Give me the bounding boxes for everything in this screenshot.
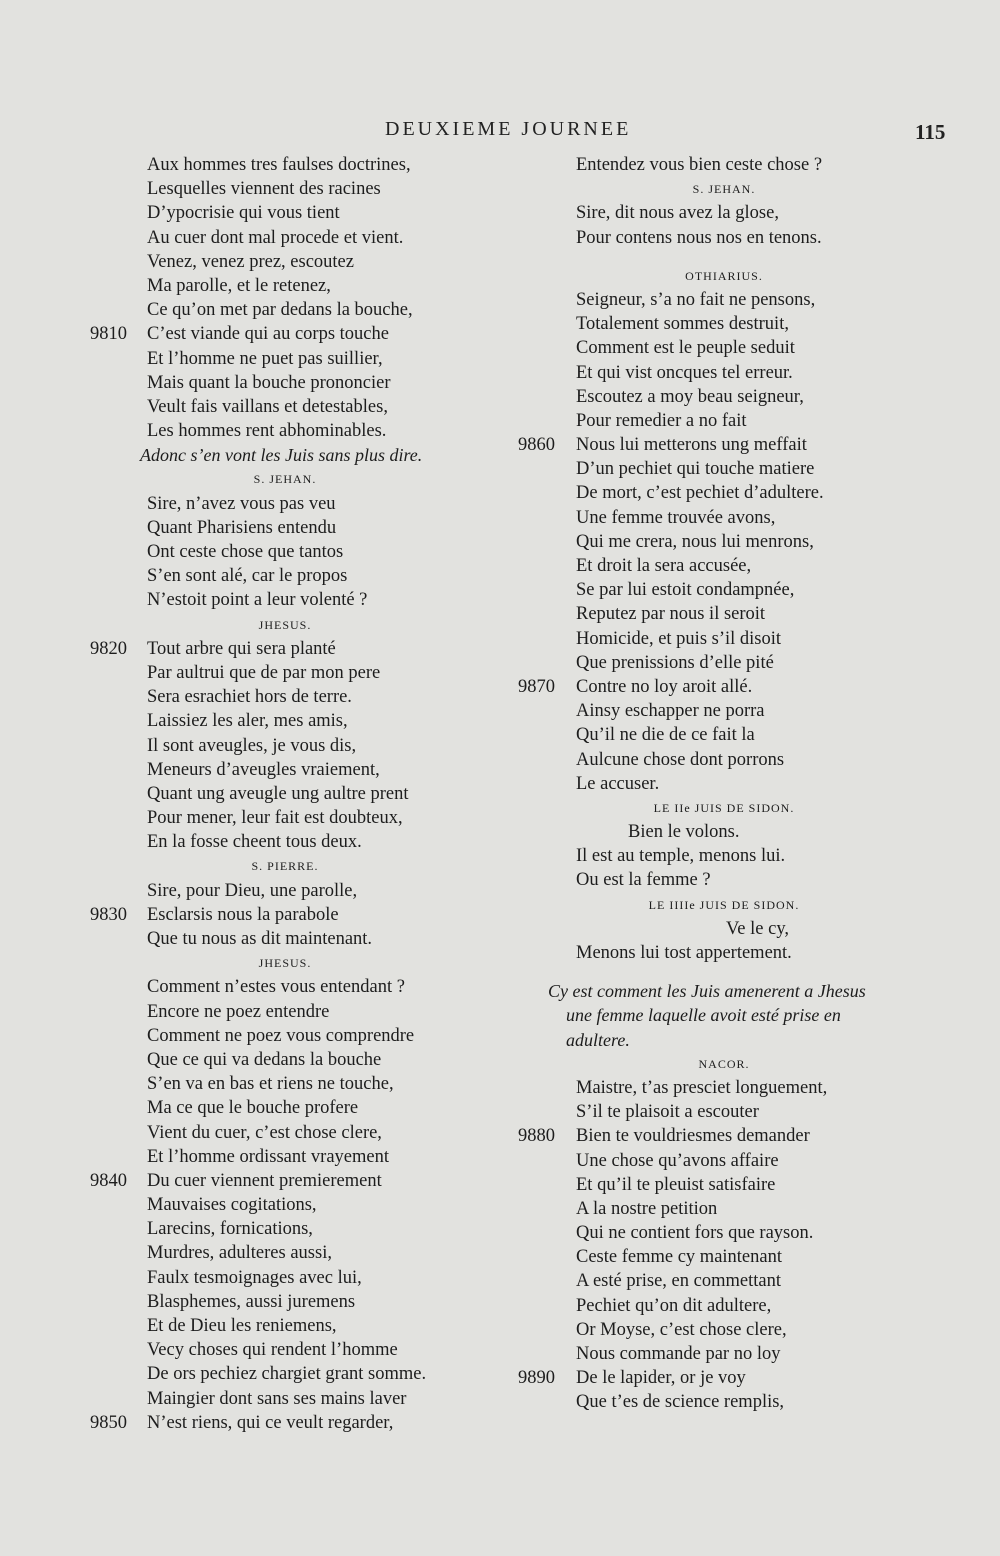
verse-text: Mais quant la bouche prononcier (147, 372, 391, 393)
verse-line (518, 820, 930, 844)
line-number: 9820 (90, 638, 127, 659)
verse-line (90, 177, 480, 201)
left-column (90, 153, 480, 1435)
verse-line (90, 758, 480, 782)
verse-text: Laissiez les aler, mes amis, (147, 711, 348, 732)
verse-text: Il sont aveugles, je vous dis, (147, 735, 357, 756)
verse-line (90, 250, 480, 274)
verse-text: Pour mener, leur fait est doubteux, (147, 808, 403, 829)
line-number: 9890 (518, 1368, 555, 1389)
verse-text: Maistre, t’as presciet longuement, (576, 1077, 828, 1098)
verse-line (518, 336, 930, 360)
verse-text: Qui ne contient fors que rayson. (576, 1223, 814, 1244)
verse-line (518, 868, 930, 892)
verse-text: Pour remedier a no fait (576, 410, 747, 431)
verse-text: S’il te plaisoit a escouter (576, 1102, 759, 1123)
verse-line (518, 1390, 930, 1414)
verse-text: Qui me crera, nous lui menrons, (576, 531, 814, 552)
verse-text: Se par lui estoit condampnée, (576, 580, 795, 601)
verse-line (518, 153, 930, 177)
verse-text: Sire, n’avez vous pas veu (147, 493, 336, 514)
verse-line (518, 1221, 930, 1245)
verse-line (518, 1245, 930, 1269)
verse-line (518, 1076, 930, 1100)
verse-line (518, 1149, 930, 1173)
verse-line (90, 153, 480, 177)
verse-text: A la nostre petition (576, 1198, 718, 1219)
verse-text: Encore ne poez entendre (147, 1001, 330, 1022)
speaker-name: S. JEHAN. (253, 472, 317, 487)
verse-text: Pechiet qu’on dit adultere, (576, 1295, 772, 1316)
verse-line (518, 361, 930, 385)
verse-text: Que prenissions d’elle pité (576, 652, 774, 673)
verse-text: Nous commande par no loy (576, 1344, 781, 1364)
line-number: 9830 (90, 904, 127, 925)
verse-line (90, 685, 480, 709)
speaker-name: S. PIERRE. (251, 859, 319, 874)
verse-text: Maingier dont sans ses mains laver (147, 1388, 407, 1409)
verse-line (90, 927, 480, 951)
verse-line (518, 201, 930, 225)
verse-line (90, 1193, 480, 1217)
verse-text: Du cuer viennent premierement (147, 1170, 382, 1191)
verse-line (90, 1290, 480, 1314)
verse-line (518, 1269, 930, 1293)
verse-line (90, 1121, 480, 1145)
verse-text: Quant Pharisiens entendu (147, 517, 337, 538)
verse-text: D’un pechiet qui touche matiere (576, 459, 815, 480)
verse-line (518, 1318, 930, 1342)
verse-line (90, 1241, 480, 1265)
verse-line (518, 1173, 930, 1197)
right-column (518, 153, 930, 1415)
verse-text: Veult fais vaillans et detestables, (147, 396, 388, 417)
verse-text: Qu’il ne die de ce fait la (576, 725, 755, 746)
verse-line (518, 627, 930, 651)
verse-line (90, 226, 480, 250)
verse-line (518, 1366, 930, 1390)
verse-text: Ma ce que le bouche profere (147, 1098, 359, 1119)
spacer (518, 250, 930, 264)
verse-text: Ceste femme cy maintenant (576, 1247, 782, 1268)
verse-line (90, 371, 480, 395)
verse-line (90, 1338, 480, 1362)
verse-text: Seigneur, s’a no fait ne pensons, (576, 289, 816, 310)
verse-line (90, 564, 480, 588)
verse-line (90, 540, 480, 564)
stage-direction: Adonc s’en vont les Juis sans plus dire. (140, 445, 423, 466)
verse-text: Et de Dieu les reniemens, (147, 1316, 337, 1336)
speaker-name: LE IIe JUIS DE SIDON. (653, 800, 795, 815)
verse-line (90, 492, 480, 516)
verse-line (90, 806, 480, 830)
verse-line (90, 322, 480, 346)
stage-direction: adultere. (566, 1029, 630, 1050)
verse-text: Bien te vouldriesmes demander (576, 1126, 810, 1147)
verse-text: Vient du cuer, c’est chose clere, (147, 1122, 382, 1143)
verse-line (90, 1048, 480, 1072)
speaker-name: NACOR. (698, 1056, 750, 1071)
verse-text: Esclarsis nous la parabole (147, 904, 339, 925)
verse-line (90, 734, 480, 758)
verse-line (518, 1124, 930, 1148)
speaker-name: OTHIARIUS. (685, 268, 763, 283)
verse-line (90, 419, 480, 443)
verse-line (90, 879, 480, 903)
verse-line (518, 651, 930, 675)
verse-text: Aux hommes tres faulses doctrines, (147, 155, 411, 175)
verse-text: C’est viande qui au corps touche (147, 324, 389, 345)
verse-line (518, 723, 930, 747)
verse-text: Totalement sommes destruit, (576, 314, 789, 335)
verse-text: Que ce qui va dedans la bouche (147, 1049, 382, 1070)
verse-line (518, 675, 930, 699)
verse-text: Au cuer dont mal procede et vient. (147, 227, 404, 248)
verse-text: Et droit la sera accusée, (576, 556, 752, 576)
speaker-name: LE IIIIe JUIS DE SIDON. (648, 897, 800, 912)
verse-line (518, 385, 930, 409)
verse-line (90, 1411, 480, 1435)
verse-text: Ma parolle, et le retenez, (147, 275, 331, 296)
verse-text: Ve le cy, (726, 918, 790, 939)
verse-line (518, 506, 930, 530)
verse-line (90, 201, 480, 225)
verse-text: Une chose qu’avons affaire (576, 1150, 779, 1171)
verse-text: Lesquelles viennent des racines (147, 179, 381, 200)
verse-line (90, 903, 480, 927)
line-number: 9880 (518, 1126, 555, 1147)
verse-line (90, 1266, 480, 1290)
verse-line (518, 530, 930, 554)
verse-line (90, 1072, 480, 1096)
stage-direction: une femme laquelle avoit esté prise en (566, 1005, 841, 1026)
verse-line (518, 312, 930, 336)
verse-line (518, 481, 930, 505)
verse-line (90, 298, 480, 322)
verse-text: Une femme trouvée avons, (576, 507, 776, 528)
verse-text: Larecins, fornications, (147, 1219, 313, 1240)
verse-line (90, 1096, 480, 1120)
verse-text: Comment n’estes vous entendant ? (147, 977, 405, 998)
verse-text: Pour contens nous nos en tenons. (576, 227, 822, 248)
verse-line (90, 588, 480, 612)
verse-line (518, 941, 930, 965)
verse-text: Bien le volons. (628, 822, 740, 843)
verse-text: Et l’homme ordissant vrayement (147, 1146, 389, 1167)
verse-line (90, 347, 480, 371)
verse-text: Nous lui metterons ung meffait (576, 435, 807, 456)
verse-line (90, 709, 480, 733)
verse-text: De mort, c’est pechiet d’adultere. (576, 483, 824, 504)
verse-line (518, 409, 930, 433)
verse-line (90, 1387, 480, 1411)
verse-line (90, 830, 480, 854)
verse-line (518, 917, 930, 941)
verse-line (518, 1197, 930, 1221)
speaker-name: JHESUS. (258, 956, 312, 971)
verse-text: S’en sont alé, car le propos (147, 566, 348, 587)
speaker-name: S. JEHAN. (692, 182, 756, 197)
verse-text: Et qu’il te pleuist satisfaire (576, 1174, 776, 1195)
verse-line (90, 1217, 480, 1241)
verse-text: Que t’es de science remplis, (576, 1392, 785, 1413)
verse-text: Or Moyse, c’est chose clere, (576, 1319, 787, 1340)
verse-line (518, 1100, 930, 1124)
verse-line (90, 516, 480, 540)
verse-line (90, 1024, 480, 1048)
verse-text: Ainsy eschapper ne porra (576, 701, 765, 722)
verse-text: Ce qu’on met par dedans la bouche, (147, 300, 413, 321)
verse-text: Escoutez a moy beau seigneur, (576, 386, 804, 407)
running-title: DEUXIEME JOURNEE (385, 118, 632, 140)
verse-text: Vecy choses qui rendent l’homme (147, 1340, 398, 1361)
verse-text: Comment ne poez vous comprendre (147, 1025, 415, 1046)
verse-text: Et l’homme ne puet pas suillier, (147, 348, 383, 369)
verse-text: Reputez par nous il seroit (576, 604, 766, 625)
verse-line (518, 602, 930, 626)
verse-line (90, 637, 480, 661)
speaker-name: JHESUS. (258, 617, 312, 632)
verse-text: A esté prise, en commettant (576, 1271, 781, 1292)
verse-text: Sire, dit nous avez la glose, (576, 203, 779, 224)
verse-text: Mauvaises cogitations, (147, 1195, 317, 1216)
verse-line (518, 1342, 930, 1366)
stage-direction: Cy est comment les Juis amenerent a Jhesus (548, 981, 866, 1002)
verse-line (518, 844, 930, 868)
verse-line (518, 457, 930, 481)
verse-text: Menons lui tost appertement. (576, 943, 792, 963)
verse-text: Tout arbre qui sera planté (147, 638, 336, 659)
verse-line (90, 975, 480, 999)
verse-line (518, 433, 930, 457)
verse-text: Il est au temple, menons lui. (576, 846, 786, 867)
verse-line (90, 1000, 480, 1024)
verse-text: Ou est la femme ? (576, 870, 711, 891)
spacer (518, 965, 930, 979)
verse-line (518, 288, 930, 312)
verse-text: Comment est le peuple seduit (576, 338, 795, 359)
verse-line (518, 699, 930, 723)
verse-text: D’ypocrisie qui vous tient (147, 203, 340, 224)
verse-line (90, 661, 480, 685)
verse-line (518, 1294, 930, 1318)
verse-text: Les hommes rent abhominables. (147, 421, 387, 442)
verse-line (90, 1362, 480, 1386)
line-number: 9810 (90, 324, 127, 345)
verse-text: Murdres, adulteres aussi, (147, 1243, 332, 1264)
page-number: 115 (915, 120, 946, 144)
verse-line (518, 554, 930, 578)
verse-text: Sera esrachiet hors de terre. (147, 687, 352, 708)
verse-text: De le lapider, or je voy (576, 1368, 746, 1389)
verse-text: Par aultrui que de par mon pere (147, 662, 381, 683)
verse-text: S’en va en bas et riens ne touche, (147, 1074, 394, 1095)
verse-line (90, 782, 480, 806)
verse-text: Meneurs d’aveugles vraiement, (147, 759, 380, 780)
verse-text: Le accuser. (576, 773, 660, 794)
verse-text: De ors pechiez chargiet grant somme. (147, 1364, 427, 1385)
line-number: 9860 (518, 435, 555, 456)
verse-text: Blasphemes, aussi juremens (147, 1291, 356, 1312)
verse-text: Quant ung aveugle ung aultre prent (147, 783, 409, 804)
verse-text: Aulcune chose dont porrons (576, 749, 785, 770)
verse-text: Et qui vist oncques tel erreur. (576, 362, 793, 383)
verse-line (518, 748, 930, 772)
verse-text: Contre no loy aroit allé. (576, 676, 753, 697)
verse-text: Que tu nous as dit maintenant. (147, 929, 373, 949)
verse-text: N’estoit point a leur volenté ? (147, 590, 368, 611)
verse-line (518, 226, 930, 250)
verse-line (518, 772, 930, 796)
verse-text: Ont ceste chose que tantos (147, 542, 344, 562)
verse-text: Faulx tesmoignages avec lui, (147, 1267, 362, 1288)
verse-text: Homicide, et puis s’il disoit (576, 628, 782, 649)
verse-text: Sire, pour Dieu, une parolle, (147, 880, 358, 901)
running-header (0, 118, 1000, 148)
line-number: 9840 (90, 1170, 127, 1191)
verse-text: En la fosse cheent tous deux. (147, 832, 362, 853)
verse-line (90, 274, 480, 298)
verse-line (90, 1169, 480, 1193)
verse-line (518, 578, 930, 602)
verse-line (90, 1145, 480, 1169)
verse-line (90, 1314, 480, 1338)
verse-text: Venez, venez prez, escoutez (147, 251, 354, 272)
verse-text: Entendez vous bien ceste chose ? (576, 155, 823, 175)
verse-line (90, 395, 480, 419)
line-number: 9870 (518, 676, 555, 697)
verse-text: N’est riens, qui ce veult regarder, (147, 1412, 394, 1433)
line-number: 9850 (90, 1412, 127, 1433)
